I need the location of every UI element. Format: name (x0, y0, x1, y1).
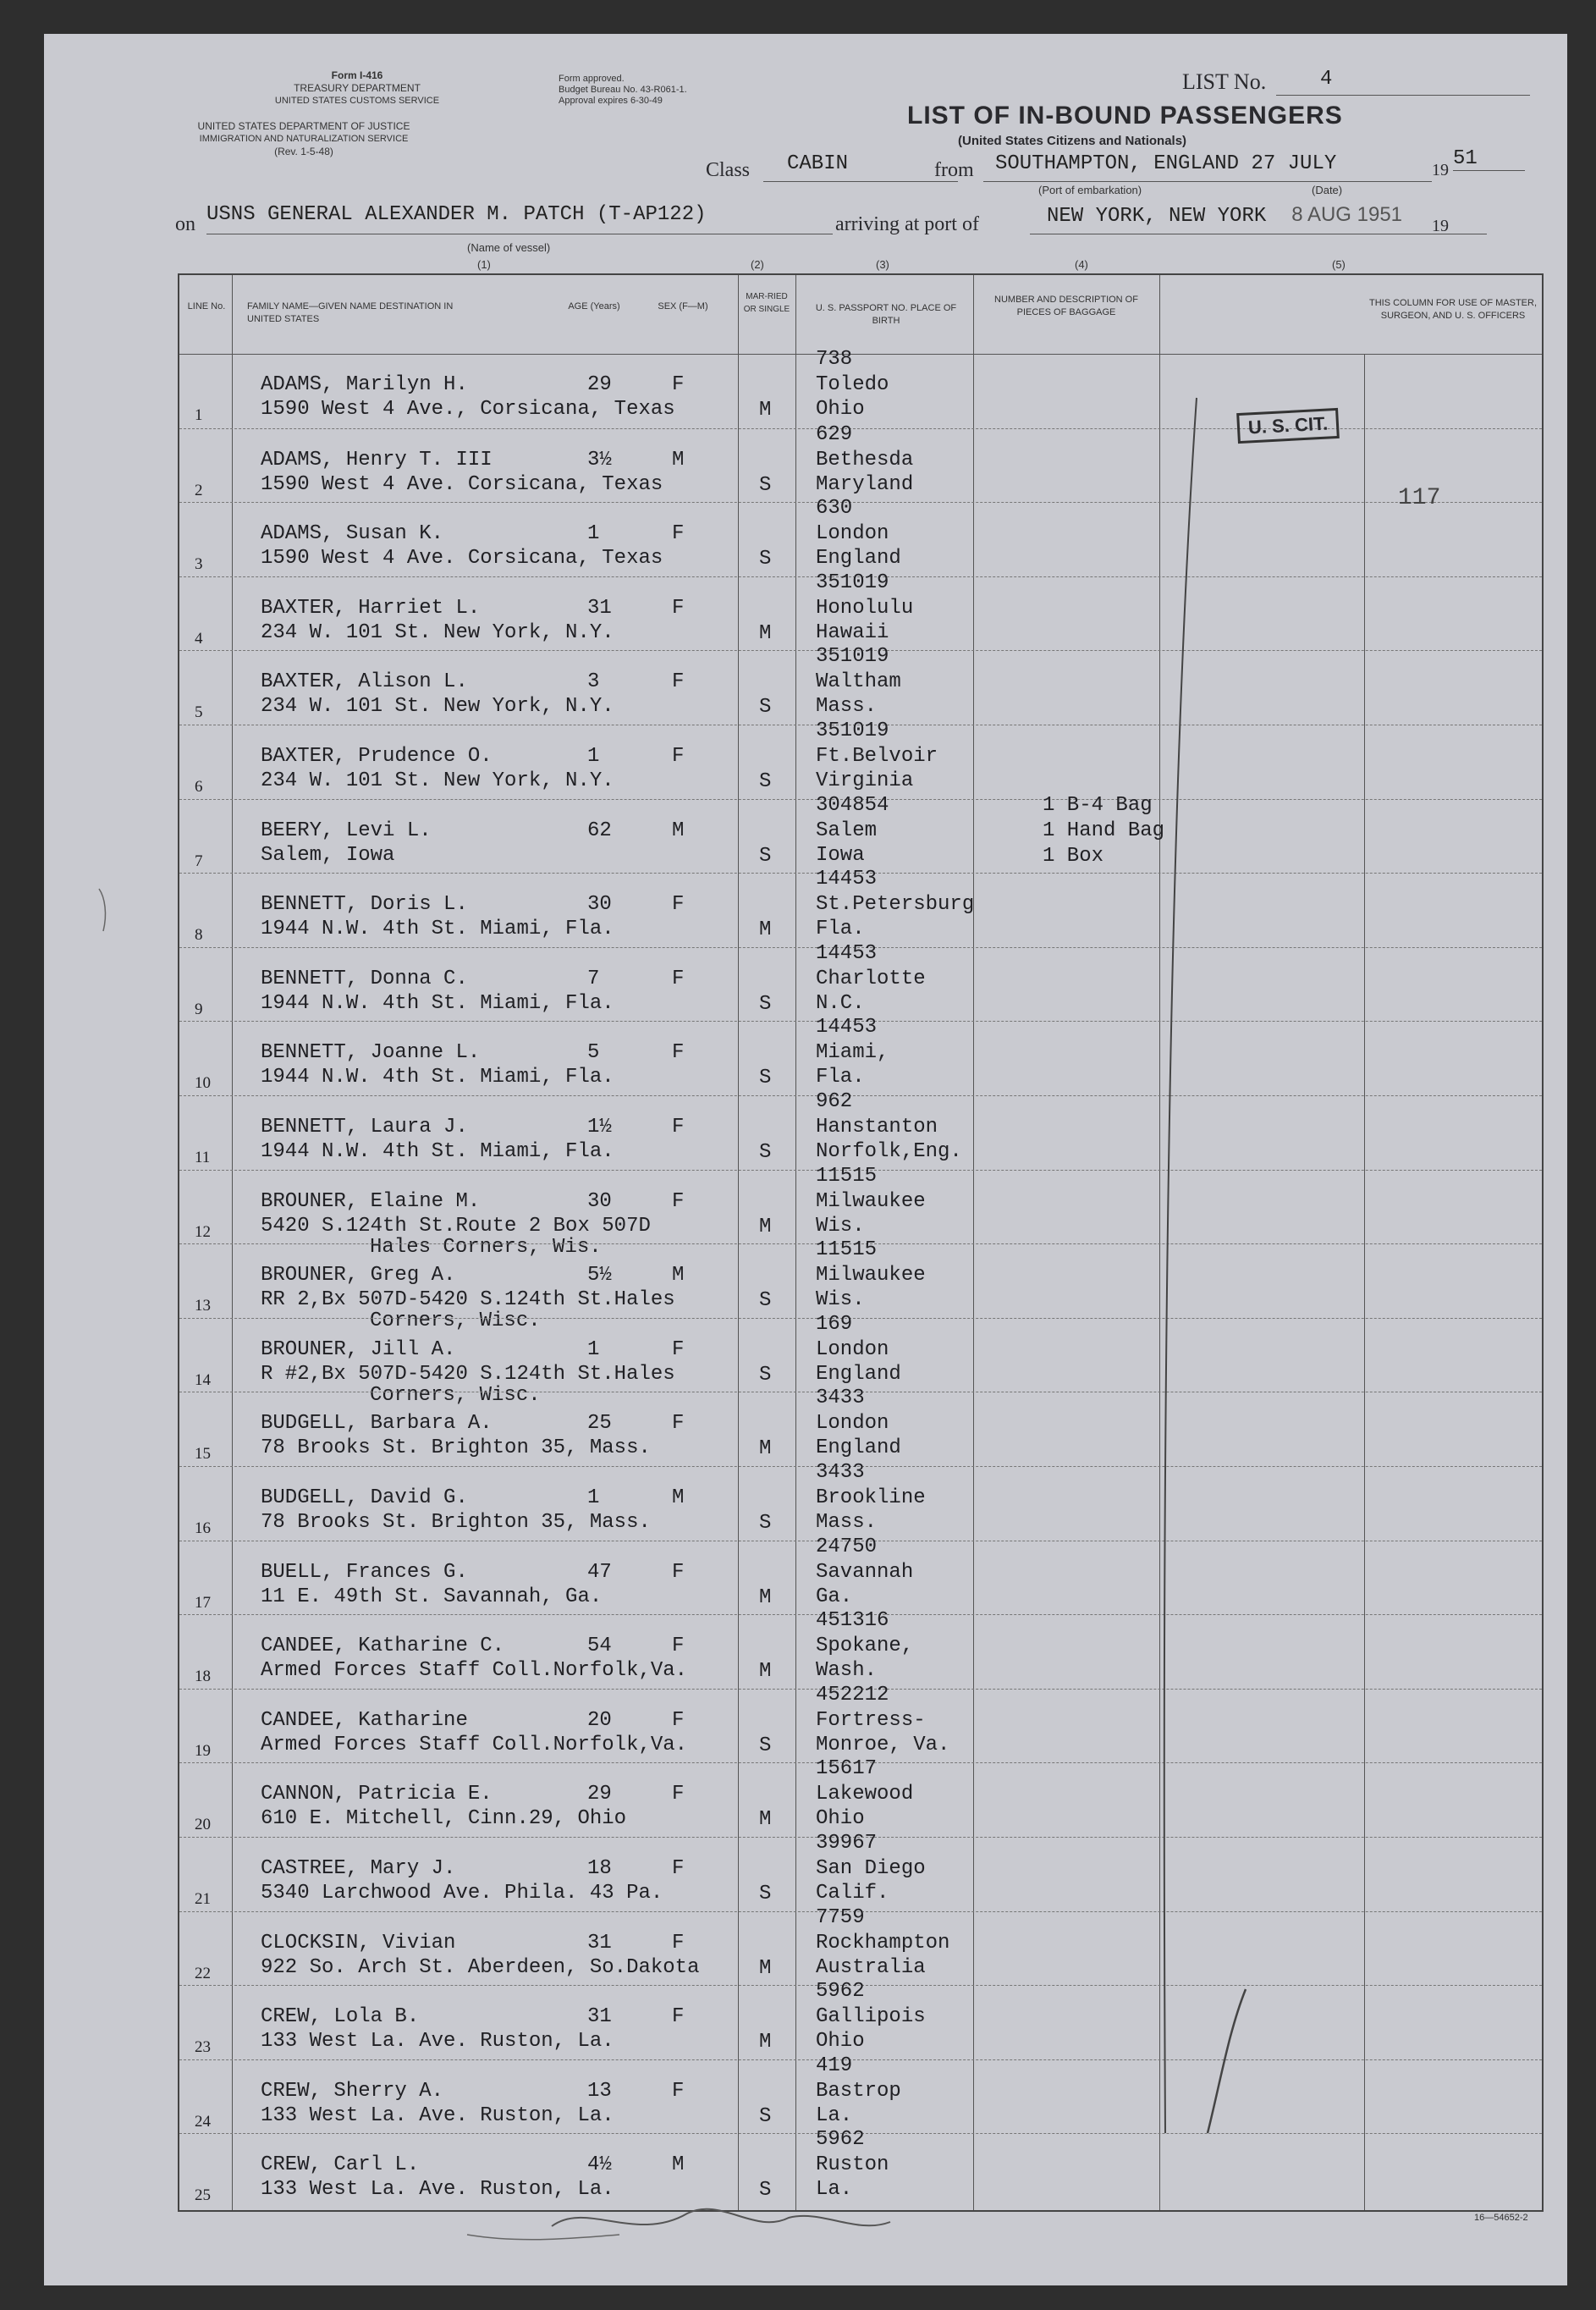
marital-status: M (759, 399, 772, 422)
place-of-birth-region: Hawaii (816, 620, 889, 644)
place-of-birth: Ruston (816, 2153, 889, 2177)
marital-status: M (759, 1437, 772, 1461)
place-of-birth-region: Ga. (816, 1585, 853, 1608)
passenger-name: CREW, Lola B. (261, 2005, 420, 2029)
destination: 1590 West 4 Ave. Corsicana, Texas (261, 547, 663, 571)
place-of-birth-region: Wash. (816, 1659, 878, 1683)
destination: 1944 N.W. 4th St. Miami, Fla. (261, 1066, 614, 1089)
place-of-birth-region: Mass. (816, 1511, 878, 1534)
passenger-rows (179, 348, 1542, 2208)
line-number: 22 (195, 1964, 211, 1982)
place-of-birth: London (816, 1412, 889, 1436)
passenger-name: ADAMS, Susan K. (261, 522, 444, 546)
marital-status: S (759, 696, 772, 719)
page-title: LIST OF IN-BOUND PASSENGERS (907, 102, 1343, 130)
marital-status: M (759, 1956, 772, 1980)
passenger-age: 1½ (587, 1116, 612, 1138)
place-of-birth: Savannah (816, 1560, 914, 1584)
passenger-sex: F (672, 1931, 685, 1954)
passenger-sex: F (672, 2079, 685, 2103)
passport-number: 14453 (816, 941, 878, 965)
passenger-age: 20 (587, 1708, 612, 1732)
passenger-sex: F (672, 596, 685, 620)
passenger-age: 5½ (587, 1264, 612, 1287)
place-of-birth: Rockhampton (816, 1931, 950, 1954)
place-of-birth: Salem (816, 819, 878, 842)
line-number: 9 (195, 1000, 203, 1018)
place-of-birth: Lakewood (816, 1783, 914, 1806)
passenger-sex: F (672, 1635, 685, 1658)
passenger-sex: F (672, 1783, 685, 1806)
place-of-birth: Waltham (816, 670, 901, 694)
passenger-age: 29 (587, 373, 612, 396)
year-prefix: 19 (1432, 161, 1449, 179)
port-caption: (Port of embarkation) (1038, 184, 1142, 196)
line-number: 23 (195, 2038, 211, 2057)
passenger-age: 1 (587, 522, 600, 546)
place-of-birth: Ft.Belvoir (816, 745, 938, 768)
destination: Armed Forces Staff Coll.Norfolk,Va. (261, 1733, 688, 1756)
table-row (179, 1905, 1542, 1987)
justice-department: UNITED STATES DEPARTMENT OF JUSTICE IMMIGRATION AND NATURALIZATION SERVICE (Rev. 1-5-48) (197, 120, 410, 157)
passport-number: 452212 (816, 1683, 889, 1706)
passenger-name: BAXTER, Harriet L. (261, 596, 481, 620)
marital-status: S (759, 1067, 772, 1090)
passenger-age: 31 (587, 596, 612, 620)
place-of-birth: Spokane, (816, 1635, 914, 1658)
passport-number: 5962 (816, 1980, 865, 2004)
arrival-port-field: NEW YORK, NEW YORK 8 AUG 1951 (1030, 203, 1487, 234)
col-header-age: AGE (Years) (568, 301, 620, 311)
place-of-birth: London (816, 522, 889, 546)
passenger-age: 54 (587, 1635, 612, 1658)
passenger-sex: M (672, 1486, 685, 1509)
passport-number: 351019 (816, 571, 889, 594)
col-header-name: FAMILY NAME—GIVEN NAME DESTINATION IN UNITED STATES (247, 301, 454, 324)
destination: 610 E. Mitchell, Cinn.29, Ohio (261, 1807, 627, 1831)
place-of-birth-region: Mass. (816, 695, 878, 719)
manifest-page (44, 34, 1567, 2285)
passenger-sex: M (672, 2153, 685, 2177)
place-of-birth: Gallipois (816, 2005, 926, 2029)
passport-number: 24750 (816, 1535, 878, 1558)
marital-status: S (759, 1883, 772, 1905)
passenger-age: 30 (587, 893, 612, 917)
table-row (179, 1535, 1542, 1616)
marital-status: S (759, 1289, 772, 1313)
table-row (179, 1609, 1542, 1690)
passenger-sex: F (672, 1708, 685, 1732)
passenger-name: BENNETT, Doris L. (261, 893, 468, 917)
destination: 78 Brooks St. Brighton 35, Mass. (261, 1511, 651, 1534)
passenger-age: 31 (587, 2005, 612, 2029)
line-number: 25 (195, 2186, 211, 2205)
passenger-name: BROUNER, Greg A. (261, 1264, 456, 1287)
place-of-birth: Charlotte (816, 967, 926, 990)
place-of-birth-region: Wis. (816, 1288, 865, 1312)
table-row (179, 645, 1542, 725)
line-number: 14 (195, 1370, 211, 1389)
baggage-item: 1 B-4 Bag (1043, 793, 1153, 817)
passenger-age: 31 (587, 1931, 612, 1954)
marital-status: S (759, 1734, 772, 1757)
passenger-sex: F (672, 373, 685, 396)
passenger-sex: F (672, 1041, 685, 1065)
passenger-name: BENNETT, Donna C. (261, 967, 468, 990)
passenger-sex: F (672, 1412, 685, 1436)
passenger-age: 62 (587, 819, 612, 842)
line-number: 8 (195, 926, 203, 945)
marital-status: M (759, 1585, 772, 1609)
passenger-name: CANDEE, Katharine (261, 1708, 468, 1732)
marital-status: M (759, 918, 772, 942)
col-header-married: MAR-RIED OR SINGLE (743, 292, 790, 314)
passenger-name: BENNETT, Joanne L. (261, 1041, 481, 1065)
place-of-birth: Toledo (816, 373, 889, 396)
passenger-name: CREW, Carl L. (261, 2153, 420, 2177)
passport-number: 3433 (816, 1387, 865, 1410)
passenger-sex: M (672, 1264, 685, 1287)
passenger-sex: F (672, 893, 685, 917)
marital-status: M (759, 1660, 772, 1684)
passenger-name: BUDGELL, David G. (261, 1486, 468, 1509)
place-of-birth-region: Virginia (816, 769, 914, 792)
marital-status: M (759, 621, 772, 645)
destination: 133 West La. Ave. Ruston, La. (261, 2030, 614, 2054)
passport-number: 451316 (816, 1609, 889, 1633)
on-label: on (175, 213, 195, 235)
passenger-name: BAXTER, Alison L. (261, 670, 468, 694)
place-of-birth-region: Fla. (816, 918, 865, 941)
passenger-sex: F (672, 2005, 685, 2029)
passenger-name: BAXTER, Prudence O. (261, 745, 493, 768)
baggage-item: 1 Hand Bag (1043, 819, 1165, 842)
line-number: 10 (195, 1074, 211, 1093)
passenger-age: 3 (587, 670, 600, 694)
destination: 1590 West 4 Ave. Corsicana, Texas (261, 472, 663, 496)
marital-status: S (759, 2179, 772, 2202)
line-number: 4 (195, 629, 203, 648)
place-of-birth-region: England (816, 1362, 901, 1386)
table-row (179, 1461, 1542, 1541)
place-of-birth-region: England (816, 1436, 901, 1460)
table-row (179, 1164, 1542, 1259)
passenger-age: 25 (587, 1412, 612, 1436)
destination-continued: Corners, Wisc. (370, 1309, 541, 1333)
marital-status: S (759, 1363, 772, 1387)
col-number-1: (1) (477, 258, 491, 271)
passport-number: 738 (816, 348, 853, 371)
line-number: 13 (195, 1297, 211, 1315)
passenger-name: BUDGELL, Barbara A. (261, 1412, 493, 1436)
table-row (179, 1090, 1542, 1171)
marital-status: M (759, 1808, 772, 1832)
place-of-birth-region: La. (816, 2178, 853, 2202)
passport-number: 630 (816, 497, 853, 521)
table-row (179, 1832, 1542, 1912)
passenger-table (178, 273, 1544, 2212)
place-of-birth-region: England (816, 547, 901, 571)
passenger-name: ADAMS, Henry T. III (261, 448, 493, 471)
col-header-passport: U. S. PASSPORT NO. PLACE OF BIRTH (815, 303, 957, 326)
destination: 1944 N.W. 4th St. Miami, Fla. (261, 991, 614, 1015)
destination: 11 E. 49th St. Savannah, Ga. (261, 1585, 603, 1608)
place-of-birth: Brookline (816, 1486, 926, 1509)
passenger-age: 30 (587, 1189, 612, 1213)
place-of-birth-region: Norfolk,Eng. (816, 1140, 962, 1163)
table-row (179, 1387, 1542, 1467)
passenger-sex: F (672, 745, 685, 768)
passport-number: 14453 (816, 1016, 878, 1039)
marital-status: M (759, 2031, 772, 2054)
passport-number: 962 (816, 1090, 853, 1113)
destination: 1944 N.W. 4th St. Miami, Fla. (261, 1140, 614, 1163)
line-number: 16 (195, 1519, 211, 1537)
destination: Armed Forces Staff Coll.Norfolk,Va. (261, 1659, 688, 1683)
passenger-age: 1 (587, 745, 600, 768)
table-row (179, 2128, 1542, 2208)
arriving-label: arriving at port of (835, 213, 979, 235)
table-row (179, 1683, 1542, 1764)
place-of-birth-region: Ohio (816, 398, 865, 421)
from-field: SOUTHAMPTON, ENGLAND 27 JULY (983, 152, 1432, 182)
passenger-age: 1 (587, 1486, 600, 1509)
vessel-caption: (Name of vessel) (467, 241, 551, 254)
place-of-birth: Milwaukee (816, 1264, 926, 1287)
line-number: 1 (195, 406, 203, 424)
passport-number: 304854 (816, 793, 889, 817)
passenger-name: BENNETT, Laura J. (261, 1116, 468, 1138)
table-row (179, 793, 1542, 874)
table-row (179, 571, 1542, 652)
passenger-name: ADAMS, Marilyn H. (261, 373, 468, 396)
table-row (179, 1757, 1542, 1838)
passport-number: 351019 (816, 645, 889, 669)
passport-number: 351019 (816, 719, 889, 742)
line-number: 15 (195, 1445, 211, 1464)
passenger-sex: F (672, 670, 685, 694)
passenger-age: 1 (587, 1337, 600, 1361)
destination: 234 W. 101 St. New York, N.Y. (261, 695, 614, 719)
line-number: 20 (195, 1816, 211, 1834)
place-of-birth-region: Ohio (816, 2030, 865, 2054)
place-of-birth: Bastrop (816, 2079, 901, 2103)
passenger-sex: M (672, 448, 685, 471)
destination: R #2,Bx 507D-5420 S.124th St.Hales (261, 1362, 675, 1386)
passenger-sex: F (672, 1560, 685, 1584)
passenger-sex: F (672, 522, 685, 546)
passport-number: 169 (816, 1312, 853, 1336)
line-number: 11 (195, 1149, 211, 1166)
us-citizen-stamp: U. S. CIT. (1236, 408, 1340, 444)
table-row (179, 719, 1542, 800)
line-number: 17 (195, 1593, 211, 1612)
place-of-birth: Honolulu (816, 596, 914, 620)
col-header-officers: THIS COLUMN FOR USE OF MASTER, SURGEON, AND U. S. OFFICERS (1368, 298, 1537, 321)
page-subtitle: (United States Citizens and Nationals) (958, 134, 1187, 148)
place-of-birth-region: Australia (816, 1955, 926, 1979)
passenger-name: BROUNER, Elaine M. (261, 1189, 481, 1213)
col-header-line-no: LINE No. (187, 301, 226, 311)
from-label: from (934, 159, 974, 181)
list-no-label: LIST No. (1182, 69, 1267, 94)
place-of-birth-region: Monroe, Va. (816, 1733, 950, 1756)
passenger-name: BROUNER, Jill A. (261, 1337, 456, 1361)
passport-number: 3433 (816, 1461, 865, 1484)
line-number: 3 (195, 555, 203, 574)
col-header-sex: SEX (F—M) (658, 301, 708, 311)
passenger-age: 7 (587, 967, 600, 990)
class-field: CABIN (763, 152, 958, 182)
marital-status: S (759, 1512, 772, 1535)
place-of-birth: San Diego (816, 1857, 926, 1880)
passport-number: 5962 (816, 2128, 865, 2152)
passenger-name: CANNON, Patricia E. (261, 1783, 493, 1806)
passport-number: 419 (816, 2054, 853, 2077)
passenger-name: CANDEE, Katharine C. (261, 1635, 505, 1658)
marital-status: S (759, 548, 772, 571)
officer-number: 117 (1398, 485, 1441, 511)
passenger-age: 3½ (587, 448, 612, 471)
destination: 1944 N.W. 4th St. Miami, Fla. (261, 918, 614, 941)
form-identifier: Form I-416 TREASURY DEPARTMENT UNITED STATES CUSTOMS SERVICE (274, 69, 440, 106)
passenger-name: CLOCKSIN, Vivian (261, 1931, 456, 1954)
col-header-baggage: NUMBER AND DESCRIPTION OF PIECES OF BAGGAGE (994, 295, 1138, 317)
approval-note: Form approved. Budget Bureau No. 43-R061-1. Approval expires 6-30-49 (559, 74, 687, 106)
col-number-4: (4) (1075, 258, 1088, 271)
destination: 78 Brooks St. Brighton 35, Mass. (261, 1436, 651, 1460)
destination: 5420 S.124th St.Route 2 Box 507D (261, 1214, 651, 1238)
place-of-birth-region: Fla. (816, 1066, 865, 1089)
marital-status: S (759, 770, 772, 793)
passenger-sex: M (672, 819, 685, 842)
passport-number: 39967 (816, 1832, 878, 1855)
passenger-age: 18 (587, 1857, 612, 1880)
passenger-age: 13 (587, 2079, 612, 2103)
destination: 133 West La. Ave. Ruston, La. (261, 2103, 614, 2127)
line-number: 24 (195, 2112, 211, 2131)
place-of-birth: St.Petersburg (816, 893, 975, 917)
marital-status: S (759, 473, 772, 497)
passenger-sex: F (672, 1337, 685, 1361)
arrival-year-prefix: 19 (1432, 217, 1449, 235)
line-number: 18 (195, 1668, 211, 1686)
place-of-birth-region: Iowa (816, 843, 865, 867)
baggage-item: 1 Box (1043, 844, 1104, 868)
marital-status: S (759, 992, 772, 1016)
passport-number: 629 (816, 422, 853, 446)
passenger-sex: F (672, 1857, 685, 1880)
destination: 234 W. 101 St. New York, N.Y. (261, 769, 614, 792)
destination: 922 So. Arch St. Aberdeen, So.Dakota (261, 1955, 700, 1979)
line-number: 7 (195, 852, 203, 870)
destination: 5340 Larchwood Ave. Phila. 43 Pa. (261, 1882, 663, 1905)
place-of-birth-region: N.C. (816, 991, 865, 1015)
passenger-name: BUELL, Frances G. (261, 1560, 468, 1584)
place-of-birth: Milwaukee (816, 1189, 926, 1213)
line-number: 19 (195, 1741, 211, 1760)
table-row (179, 1016, 1542, 1096)
col-number-5: (5) (1332, 258, 1346, 271)
line-number: 6 (195, 778, 203, 796)
place-of-birth: Miami, (816, 1041, 889, 1065)
class-label: Class (706, 159, 751, 181)
passenger-age: 29 (587, 1783, 612, 1806)
col-number-2: (2) (751, 258, 764, 271)
passenger-age: 4½ (587, 2153, 612, 2177)
place-of-birth-region: Ohio (816, 1807, 865, 1831)
date-caption: (Date) (1312, 184, 1343, 196)
passenger-sex: F (672, 1189, 685, 1213)
destination: 1590 West 4 Ave., Corsicana, Texas (261, 398, 675, 421)
line-number: 21 (195, 1890, 211, 1908)
vessel-field: USNS GENERAL ALEXANDER M. PATCH (T-AP122) (206, 203, 833, 234)
marital-status: M (759, 1215, 772, 1238)
place-of-birth-region: La. (816, 2103, 853, 2127)
place-of-birth: Hanstanton (816, 1116, 938, 1138)
place-of-birth-region: Maryland (816, 472, 914, 496)
marital-status: S (759, 844, 772, 868)
passport-number: 14453 (816, 868, 878, 891)
place-of-birth: London (816, 1337, 889, 1361)
passenger-name: BEERY, Levi L. (261, 819, 432, 842)
print-code: 16—54652-2 (1474, 2213, 1528, 2223)
marital-status: S (759, 1141, 772, 1164)
year-suffix: 51 (1453, 147, 1525, 171)
passport-number: 15617 (816, 1757, 878, 1781)
passenger-name: CREW, Sherry A. (261, 2079, 444, 2103)
passenger-sex: F (672, 1116, 685, 1138)
place-of-birth-region: Calif. (816, 1882, 889, 1905)
col-number-3: (3) (876, 258, 889, 271)
destination-continued: Corners, Wisc. (370, 1383, 541, 1407)
line-number: 5 (195, 703, 203, 722)
destination: 133 West La. Ave. Ruston, La. (261, 2178, 614, 2202)
list-no-field: 4 (1276, 68, 1530, 96)
passport-number: 7759 (816, 1905, 865, 1929)
place-of-birth-region: Wis. (816, 1214, 865, 1238)
line-number: 2 (195, 481, 203, 499)
table-row (179, 941, 1542, 1023)
passport-number: 11515 (816, 1238, 878, 1262)
arrival-date-stamp: 8 AUG 1951 (1291, 203, 1403, 226)
destination-continued: Hales Corners, Wis. (370, 1235, 602, 1259)
passenger-sex: F (672, 967, 685, 990)
destination: Salem, Iowa (261, 843, 395, 867)
marital-status: S (759, 2104, 772, 2128)
line-number: 12 (195, 1222, 211, 1241)
place-of-birth: Fortress- (816, 1708, 926, 1732)
destination: 234 W. 101 St. New York, N.Y. (261, 620, 614, 644)
place-of-birth: Bethesda (816, 448, 914, 471)
passport-number: 11515 (816, 1164, 878, 1188)
passenger-age: 5 (587, 1041, 600, 1065)
table-row (179, 1980, 1542, 2060)
table-row (179, 2054, 1542, 2135)
passenger-name: CASTREE, Mary J. (261, 1857, 456, 1880)
passenger-age: 47 (587, 1560, 612, 1584)
table-row (179, 868, 1542, 948)
destination: RR 2,Bx 507D-5420 S.124th St.Hales (261, 1288, 675, 1312)
